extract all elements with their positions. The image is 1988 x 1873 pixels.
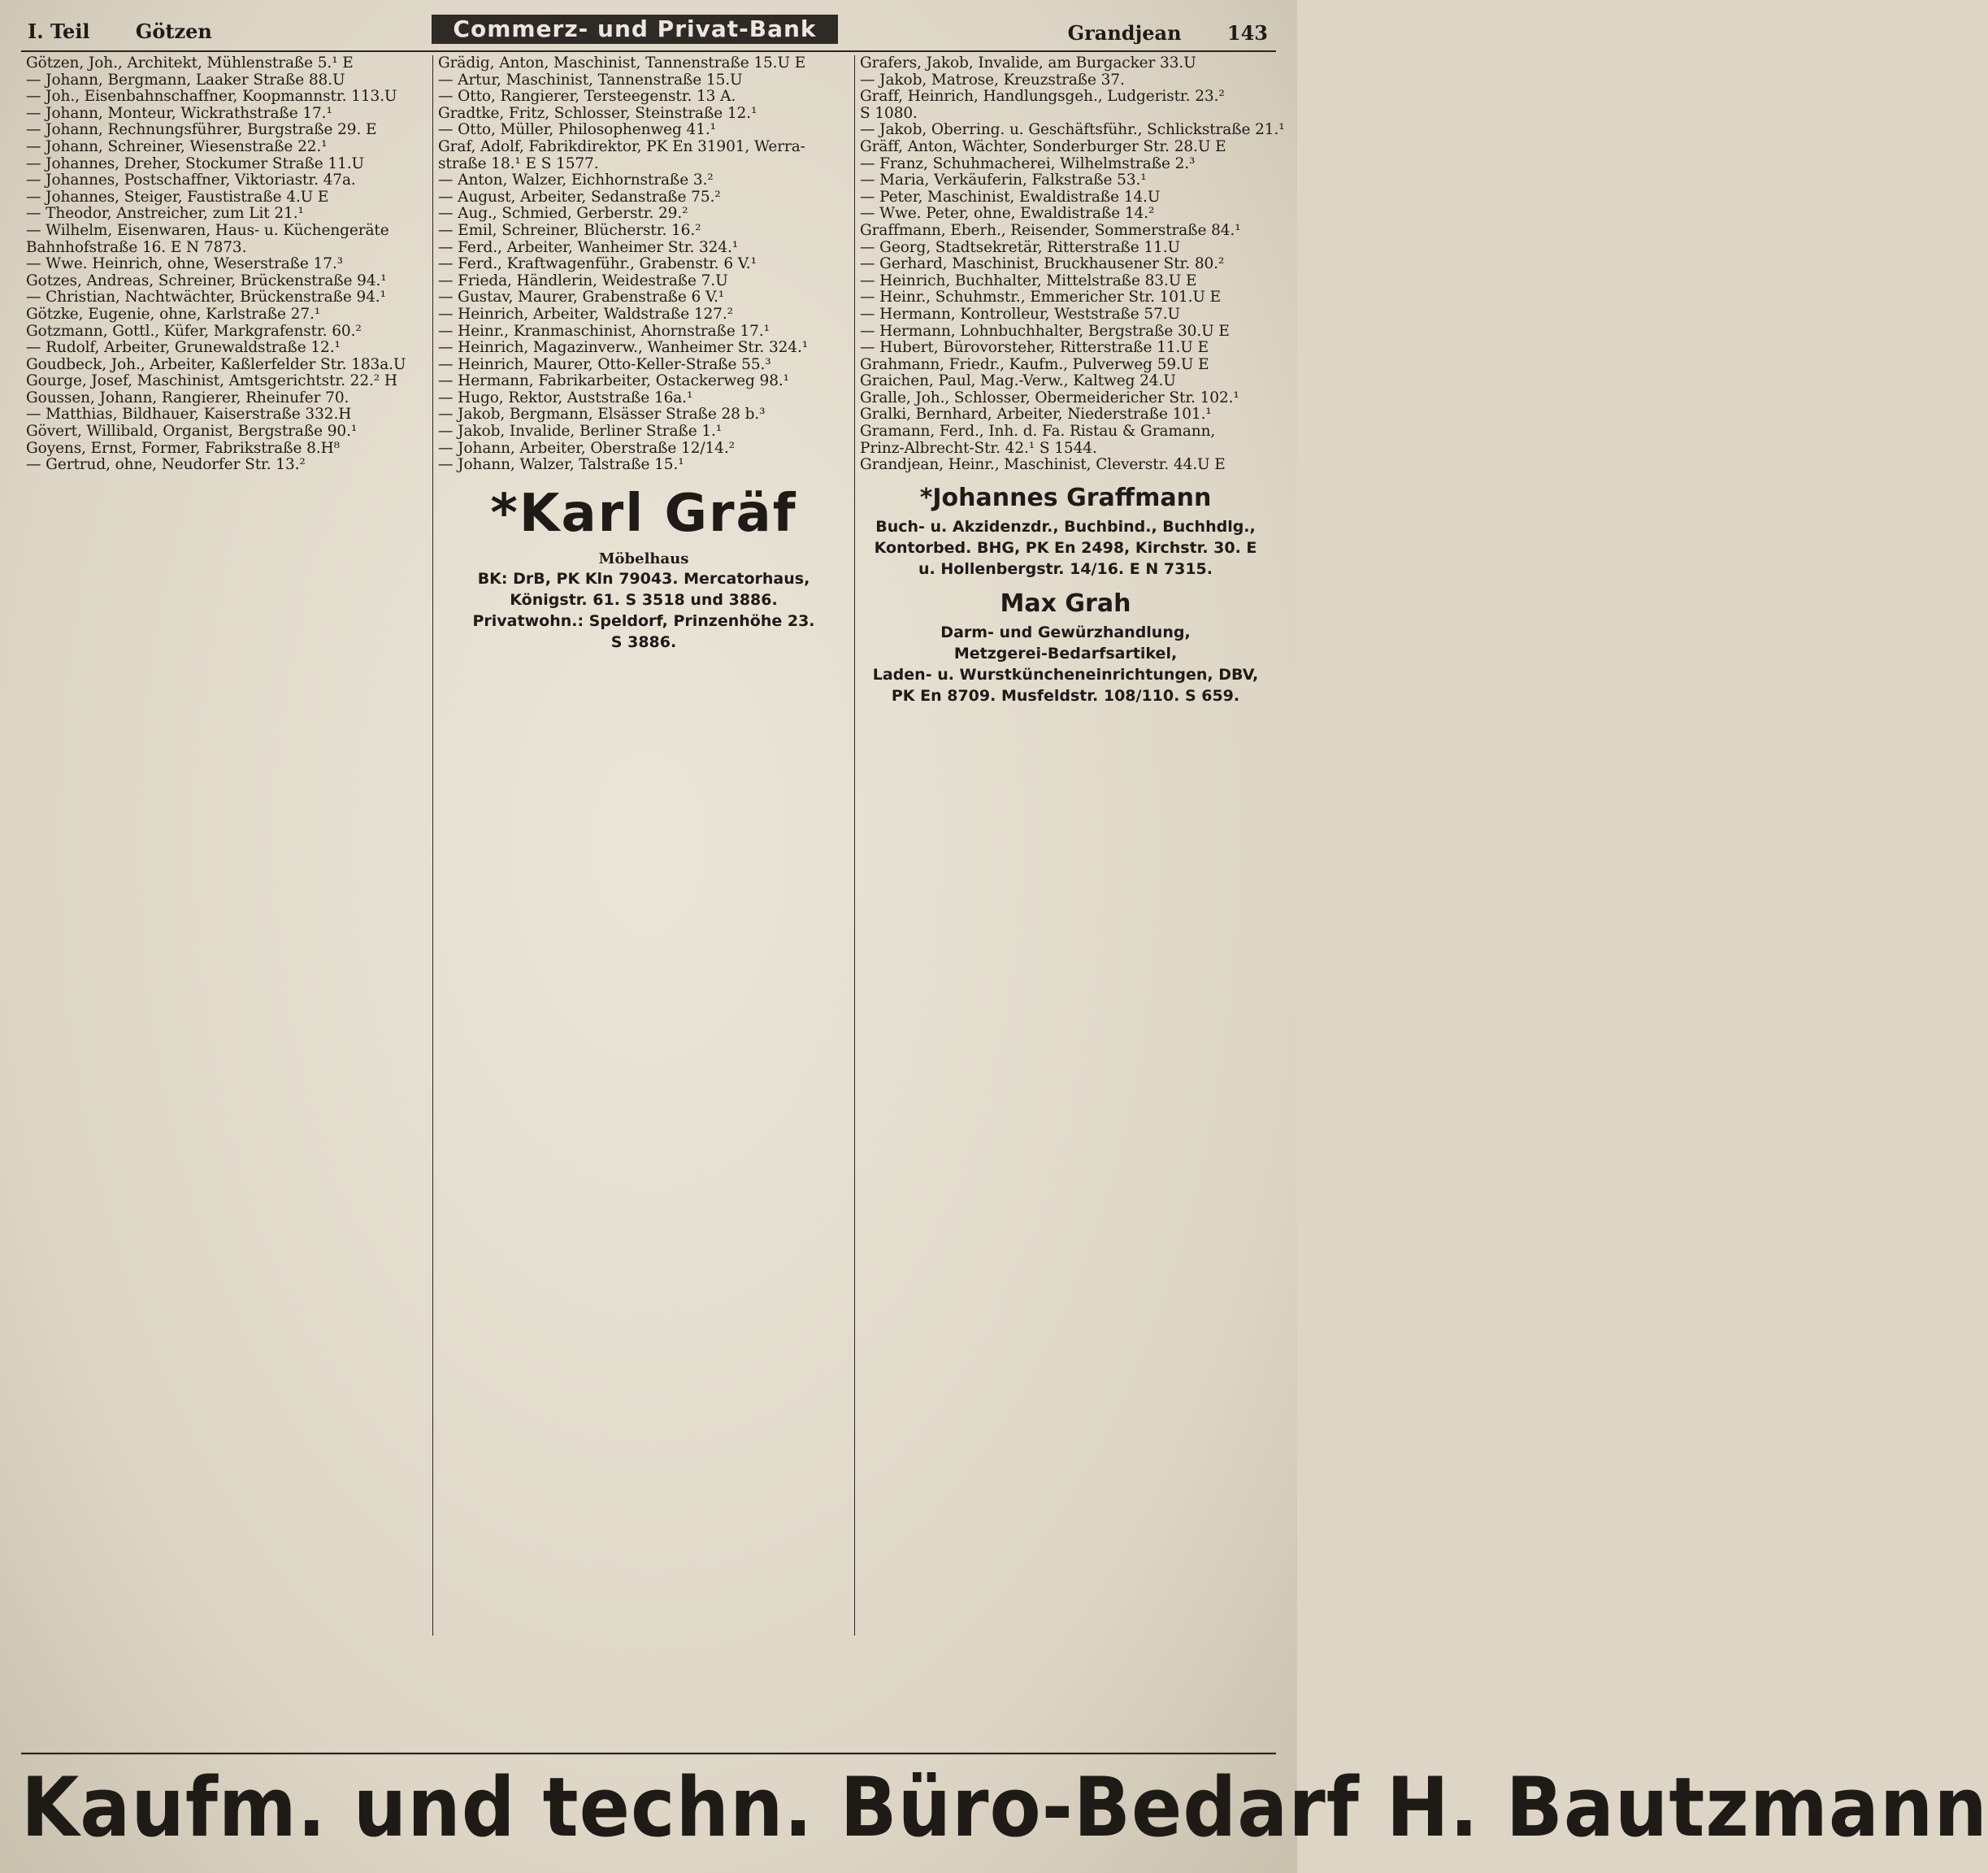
directory-entry: — Heinrich, Buchhalter, Mittelstraße 83.U E	[860, 272, 1197, 289]
directory-entry: — Johannes, Dreher, Stockumer Straße 11.U	[26, 154, 364, 172]
bank-banner: Commerz- und Privat-Bank	[432, 15, 838, 44]
directory-entry: — August, Arbeiter, Sedanstraße 75.²	[438, 188, 721, 206]
directory-entry: — Rudolf, Arbeiter, Grunewaldstraße 12.¹	[26, 339, 341, 357]
directory-entry: straße 18.¹ E S 1577.	[438, 154, 599, 172]
directory-entry: — Gertrud, ohne, Neudorfer Str. 13.²	[26, 456, 306, 474]
directory-entry: Graf, Adolf, Fabrikdirektor, PK En 31901, Werra-	[438, 137, 805, 155]
directory-entry: Gotzes, Andreas, Schreiner, Brückenstraße 94.¹	[26, 272, 387, 289]
directory-entry: Gotzmann, Gottl., Küfer, Markgrafenstr. 60.²	[26, 322, 362, 340]
directory-entry: — Maria, Verkäuferin, Falkstraße 53.¹	[860, 172, 1147, 189]
column-2	[432, 55, 855, 1636]
directory-entry: Götzke, Eugenie, ohne, Karlstraße 27.¹	[26, 305, 321, 323]
ad-graef-line: Königstr. 61. S 3518 und 3886.	[510, 590, 778, 609]
header-right	[1068, 21, 1268, 45]
ad-graef-line: S 3886.	[610, 632, 677, 651]
directory-entry: Grädig, Anton, Maschinist, Tannenstraße 15.U E	[438, 54, 806, 72]
directory-entry: — Artur, Maschinist, Tannenstraße 15.U	[438, 71, 743, 89]
column-3	[855, 54, 1285, 1636]
directory-entry: — Heinr., Schuhmstr., Emmericher Str. 101.U E	[860, 289, 1222, 306]
ad-johannes-graffmann	[860, 484, 1271, 580]
directory-entry: — Wilhelm, Eisenwaren, Haus- u. Küchengeräte	[26, 221, 389, 239]
directory-entry: — Gerhard, Maschinist, Bruckhausener Str. 80.²	[860, 255, 1225, 273]
directory-entry: — Ferd., Arbeiter, Wanheimer Str. 324.¹	[438, 238, 739, 256]
directory-entry: Gralle, Joh., Schlosser, Obermeidericher Str. 102.¹	[860, 389, 1239, 406]
directory-entry: — Heinrich, Arbeiter, Waldstraße 127.²	[438, 305, 733, 323]
directory-entry: — Jakob, Invalide, Berliner Straße 1.¹	[438, 423, 723, 441]
directory-entry: — Matthias, Bildhauer, Kaiserstraße 332.H	[26, 406, 352, 424]
column-3-entries	[860, 54, 1285, 474]
directory-entry: — Hermann, Lohnbuchhalter, Bergstraße 30.U E	[860, 322, 1230, 340]
directory-entry: — Johann, Walzer, Talstraße 15.¹	[438, 456, 684, 474]
ad-graffmann-line: Buch- u. Akzidenzdr., Buchbind., Buchhdlg.,	[875, 517, 1256, 536]
ad-grah-line: Darm- und Gewürzhandlung,	[940, 623, 1191, 641]
page-number: 143	[1226, 21, 1268, 45]
directory-entry: Gralki, Bernhard, Arbeiter, Niederstraße 101.¹	[860, 406, 1212, 424]
directory-entry: — Wwe. Peter, ohne, Ewaldistraße 14.²	[860, 205, 1155, 223]
directory-entry: — Theodor, Anstreicher, zum Lit 21.¹	[26, 205, 304, 223]
directory-entry: — Otto, Rangierer, Tersteegenstr. 13 A.	[438, 88, 736, 106]
directory-entry: — Hugo, Rektor, Auststraße 16a.¹	[438, 389, 693, 406]
directory-entry: — Johann, Bergmann, Laaker Straße 88.U	[26, 71, 345, 89]
directory-entry: — Aug., Schmied, Gerberstr. 29.²	[438, 205, 688, 223]
columns	[21, 52, 1285, 1637]
directory-entry: Gräff, Anton, Wächter, Sonderburger Str. 28.U E	[860, 137, 1226, 155]
ad-grah-line: PK En 8709. Musfeldstr. 108/110. S 659.	[891, 686, 1240, 705]
directory-entry: Goudbeck, Joh., Arbeiter, Kaßlerfelder Str. 183a.U	[26, 355, 406, 373]
ad-grah-name: Max Grah	[1000, 589, 1131, 618]
ad-graffmann-line: u. Hollenbergstr. 14/16. E N 7315.	[918, 559, 1213, 578]
directory-entry: — Heinrich, Magazinverw., Wanheimer Str. 324.¹	[438, 339, 809, 357]
directory-entry: — Jakob, Bergmann, Elsässer Straße 28 b.³	[438, 406, 766, 424]
directory-entry: — Wwe. Heinrich, ohne, Weserstraße 17.³	[26, 255, 343, 273]
directory-entry: — Hermann, Fabrikarbeiter, Ostackerweg 98.¹	[438, 372, 789, 390]
directory-entry: Gramann, Ferd., Inh. d. Fa. Ristau & Gramann,	[860, 423, 1216, 441]
directory-entry: — Hermann, Kontrolleur, Weststraße 57.U	[860, 305, 1181, 323]
directory-entry: — Johannes, Postschaffner, Viktoriastr. 47a.	[26, 172, 356, 189]
directory-entry: Gradtke, Fritz, Schlosser, Steinstraße 12.¹	[438, 104, 757, 122]
ad-karl-graef	[438, 484, 849, 653]
directory-entry: — Jakob, Oberring. u. Geschäftsführ., Schlickstraße 21.¹	[860, 121, 1285, 139]
column-1	[21, 55, 432, 1636]
ad-graffmann-name: *Johannes Graffmann	[919, 483, 1212, 512]
directory-entry: — Johann, Rechnungsführer, Burgstraße 29. E	[26, 121, 377, 139]
directory-entry: — Joh., Eisenbahnschaffner, Koopmannstr. 113.U	[26, 88, 397, 106]
ad-max-grah	[860, 589, 1271, 706]
ad-graef-line: Privatwohn.: Speldorf, Prinzenhöhe 23.	[472, 611, 815, 630]
directory-entry: Graffmann, Eberh., Reisender, Sommerstraße 84.¹	[860, 221, 1241, 239]
directory-entry: Grahmann, Friedr., Kaufm., Pulverweg 59.U E	[860, 355, 1209, 373]
footer-banner: Kaufm. und techn. Büro-Bedarf H. Bautzmann	[21, 1753, 1276, 1862]
range-start: Götzen	[135, 20, 212, 43]
ad-graef-sub: Möbelhaus	[598, 550, 689, 567]
directory-entry: — Christian, Nachtwächter, Brückenstraße 94.¹	[26, 289, 386, 306]
directory-entry: — Johann, Schreiner, Wiesenstraße 22.¹	[26, 137, 328, 155]
range-end: Grandjean	[1067, 21, 1182, 45]
directory-entry: Gourge, Josef, Maschinist, Amtsgerichtstr. 22.² H	[26, 372, 397, 390]
directory-entry: — Frieda, Händlerin, Weidestraße 7.U	[438, 272, 728, 289]
directory-entry: — Hubert, Bürovorsteher, Ritterstraße 11.U E	[860, 339, 1209, 357]
directory-entry: S 1080.	[860, 104, 918, 122]
page-header	[21, 8, 1276, 52]
ad-grah-line: Laden- u. Wurstküncheneinrichtungen, DBV,	[872, 665, 1259, 684]
directory-entry: — Peter, Maschinist, Ewaldistraße 14.U	[860, 188, 1161, 206]
directory-entry: — Franz, Schuhmacherei, Wilhelmstraße 2.³	[860, 154, 1196, 172]
header-left	[28, 20, 251, 43]
ad-graef-name: *Karl Gräf	[490, 483, 797, 544]
directory-entry: Prinz-Albrecht-Str. 42.¹ S 1544.	[860, 439, 1097, 457]
part-label: I. Teil	[28, 20, 90, 43]
directory-entry: Graichen, Paul, Mag.-Verw., Kaltweg 24.U	[860, 372, 1176, 390]
directory-entry: — Ferd., Kraftwagenführ., Grabenstr. 6 V.¹	[438, 255, 757, 273]
directory-entry: — Johann, Monteur, Wickrathstraße 17.¹	[26, 104, 332, 122]
directory-entry: — Jakob, Matrose, Kreuzstraße 37.	[860, 71, 1125, 89]
directory-entry: Grafers, Jakob, Invalide, am Burgacker 33.U	[860, 54, 1196, 72]
directory-entry: Grandjean, Heinr., Maschinist, Cleverstr. 44.U E	[860, 456, 1226, 474]
directory-entry: — Georg, Stadtsekretär, Ritterstraße 11.U	[860, 238, 1180, 256]
directory-entry: — Heinrich, Maurer, Otto-Keller-Straße 55.³	[438, 355, 771, 373]
directory-entry: — Johannes, Steiger, Faustistraße 4.U E	[26, 188, 329, 206]
ad-grah-line: Metzgerei-Bedarfsartikel,	[953, 644, 1178, 663]
directory-entry: — Heinr., Kranmaschinist, Ahornstraße 17.¹	[438, 322, 770, 340]
ad-graffmann-line: Kontorbed. BHG, PK En 2498, Kirchstr. 30. E	[874, 538, 1257, 557]
directory-entry: — Gustav, Maurer, Grabenstraße 6 V.¹	[438, 289, 725, 306]
ad-graef-line: BK: DrB, PK Kln 79043. Mercatorhaus,	[477, 569, 810, 588]
column-2-entries	[438, 55, 849, 474]
directory-entry: Götzen, Joh., Architekt, Mühlenstraße 5.¹ E	[26, 54, 354, 72]
directory-entry: — Johann, Arbeiter, Oberstraße 12/14.²	[438, 439, 735, 457]
directory-entry: Gövert, Willibald, Organist, Bergstraße 90.¹	[26, 423, 358, 441]
directory-entry: — Anton, Walzer, Eichhornstraße 3.²	[438, 172, 714, 189]
directory-entry: — Otto, Müller, Philosophenweg 41.¹	[438, 121, 716, 139]
directory-entry: Goyens, Ernst, Former, Fabrikstraße 8.H⁸	[26, 439, 340, 457]
directory-entry: Bahnhofstraße 16. E N 7873.	[26, 238, 247, 256]
directory-entry: Goussen, Johann, Rangierer, Rheinufer 70.	[26, 389, 349, 406]
directory-entry: Graff, Heinrich, Handlungsgeh., Ludgeristr. 23.²	[860, 88, 1225, 106]
column-1-entries	[26, 55, 428, 474]
directory-entry: — Emil, Schreiner, Blücherstr. 16.²	[438, 221, 701, 239]
